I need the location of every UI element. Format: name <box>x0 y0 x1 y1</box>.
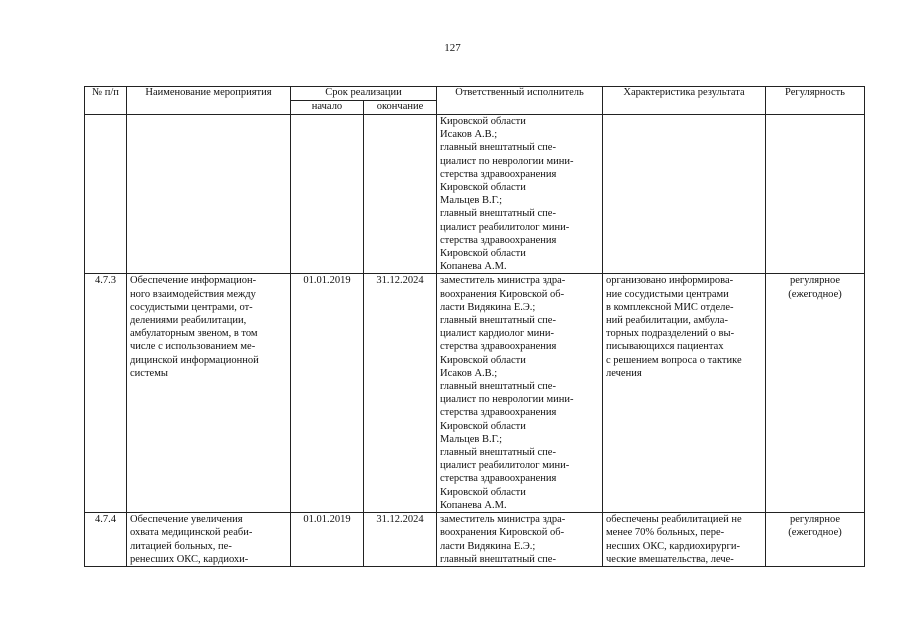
cell-text-line: стерства здравоохранения <box>440 473 557 485</box>
cell-text-line: циалист кардиолог мини- <box>440 328 554 340</box>
cell-text-line: числе с использованием ме- <box>130 341 256 353</box>
cell-text-line: Кировской области <box>440 182 526 194</box>
cell-text-line: делениями реабилитации, <box>130 315 247 327</box>
cell-text-line: главный внештатный спе- <box>440 208 556 220</box>
header-regularity: Регулярность <box>766 87 865 115</box>
cell-text-line: воохранения Кировской об- <box>440 527 565 539</box>
cell-result <box>603 115 766 274</box>
table-row-4-7-3 <box>85 274 865 513</box>
cell-num: 4.7.4 <box>85 513 127 567</box>
cell-start <box>291 115 364 274</box>
cell-text-line: Кировской области <box>440 486 526 498</box>
cell-responsible <box>437 115 603 274</box>
cell-text-line: писывающихся пациентах <box>606 341 724 353</box>
header-result: Характеристика результата <box>603 87 766 115</box>
cell-responsible <box>437 274 603 513</box>
cell-text-line: циалист реабилитолог мини- <box>440 460 570 472</box>
cell-text-line: Кировской области <box>440 248 526 260</box>
cell-text-line: в комплексной МИС отделе- <box>606 301 734 313</box>
cell-text-line: системы <box>130 367 168 379</box>
header-num: № п/п <box>85 87 127 115</box>
cell-text-line: Кировской области <box>440 116 526 127</box>
cell-text-line: несших ОКС, кардиохирурги- <box>606 540 740 552</box>
cell-text-line: главный внештатный спе- <box>440 447 556 459</box>
cell-text-line: Обеспечение увеличения <box>130 514 243 526</box>
cell-text-line: Кировской области <box>440 354 526 366</box>
cell-text-line: ние сосудистыми центрами <box>606 288 729 300</box>
cell-start: 01.01.2019 <box>291 274 364 513</box>
cell-text-line: (ежегодное) <box>788 288 842 300</box>
activity-table <box>84 86 865 567</box>
header-name: Наименование мероприятия <box>127 87 291 115</box>
header-responsible: Ответственный исполнитель <box>437 87 603 115</box>
cell-text-line: заместитель министра здра- <box>440 514 566 526</box>
cell-text-line: с решением вопроса о тактике <box>606 354 742 366</box>
cell-text-line: организовано информирова- <box>606 275 734 287</box>
cell-text-line: стерства здравоохранения <box>440 168 557 180</box>
cell-end <box>364 115 437 274</box>
cell-text-line: Обеспечение информацион- <box>130 275 257 287</box>
cell-text-line: литацией больных, пе- <box>130 540 232 552</box>
cell-text-line: торных подразделений о вы- <box>606 328 735 340</box>
header-term: Срок реализации <box>291 87 437 101</box>
cell-text-line: стерства здравоохранения <box>440 341 557 353</box>
cell-text-line: регулярное <box>790 275 840 287</box>
cell-text-line: (ежегодное) <box>788 527 842 539</box>
cell-text-line: Кировской области <box>440 420 526 432</box>
cell-text-line: воохранения Кировской об- <box>440 288 565 300</box>
cell-name <box>127 115 291 274</box>
cell-start: 01.01.2019 <box>291 513 364 567</box>
cell-text-line: главный внештатный спе- <box>440 381 556 393</box>
cell-text-line: амбулаторным звеном, в том <box>130 328 258 340</box>
cell-name <box>127 513 291 567</box>
table-row-4-7-4 <box>85 513 865 567</box>
cell-text-line: Исаков А.В.; <box>440 129 498 141</box>
cell-end: 31.12.2024 <box>364 274 437 513</box>
cell-text-line: стерства здравоохранения <box>440 407 557 419</box>
cell-text-line: регулярное <box>790 514 840 526</box>
cell-regularity <box>766 115 865 274</box>
cell-text-line: ласти Видякина Е.Э.; <box>440 540 536 552</box>
cell-name <box>127 274 291 513</box>
cell-text-line: ного взаимодействия между <box>130 288 256 300</box>
cell-text-line: лечения <box>606 367 642 379</box>
cell-text-line: главный внештатный спе- <box>440 142 556 154</box>
cell-result <box>603 274 766 513</box>
cell-num: 4.7.3 <box>85 274 127 513</box>
cell-regularity <box>766 513 865 567</box>
cell-text-line: обеспечены реабилитацией не <box>606 514 742 526</box>
cell-text-line: циалист по неврологии мини- <box>440 155 574 167</box>
cell-num <box>85 115 127 274</box>
cell-text-line: Исаков А.В.; <box>440 367 498 379</box>
cell-text-line: ласти Видякина Е.Э.; <box>440 301 536 313</box>
cell-text-line: ний реабилитации, амбула- <box>606 315 728 327</box>
cell-text-line: Копанева А.М. <box>440 499 507 511</box>
cell-responsible <box>437 513 603 567</box>
cell-text-line: ренесших ОКС, кардиохи- <box>130 553 249 565</box>
cell-text-line: ческие вмешательства, лече- <box>606 553 734 565</box>
cell-text-line: охвата медицинской реаби- <box>130 527 253 539</box>
cell-text-line: Мальцев В.Г.; <box>440 195 503 207</box>
cell-end: 31.12.2024 <box>364 513 437 567</box>
cell-text-line: Мальцев В.Г.; <box>440 433 503 445</box>
page-number: 127 <box>444 42 461 54</box>
cell-regularity <box>766 274 865 513</box>
cell-text-line: стерства здравоохранения <box>440 234 557 246</box>
cell-text-line: менее 70% больных, пере- <box>606 527 725 539</box>
table-header-row <box>85 87 865 101</box>
cell-text-line: циалист по неврологии мини- <box>440 394 574 406</box>
table-row-continuation <box>85 115 865 274</box>
cell-text-line: Копанева А.М. <box>440 261 507 273</box>
header-start: начало <box>291 101 364 115</box>
cell-text-line: заместитель министра здра- <box>440 275 566 287</box>
cell-text-line: главный внештатный спе- <box>440 315 556 327</box>
cell-text-line: сосудистыми центрами, от- <box>130 301 253 313</box>
cell-text-line: дицинской информационной <box>130 354 259 366</box>
cell-text-line: циалист реабилитолог мини- <box>440 221 570 233</box>
cell-result <box>603 513 766 567</box>
header-end: окончание <box>364 101 437 115</box>
cell-text-line: главный внештатный спе- <box>440 553 556 565</box>
